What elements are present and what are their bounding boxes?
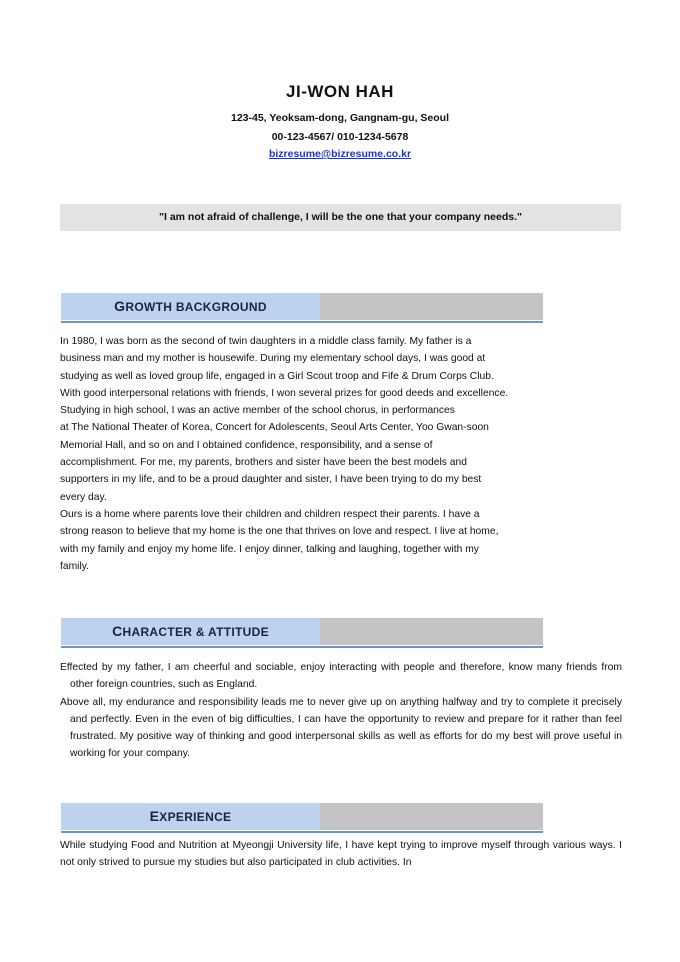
experience-paragraph bbox=[60, 837, 622, 872]
character-point: Above all, my endurance and responsibility leads me to never give up on anything halfway and try to complete it precisely and perfectly. Even in the even of big difficulties, I can have the opportunity to review and prepare for it rather than feel frustrated. My positive way of thinking and good interpersonal skills as well as efforts for do my best will prove useful in working for your company. bbox=[60, 696, 622, 760]
growth-section-title bbox=[61, 293, 320, 320]
address-line: 123-45, Yeoksam-dong, Gangnam-gu, Seoul bbox=[230, 112, 450, 124]
character-paragraph bbox=[60, 659, 622, 763]
email-link[interactable]: bizresume@bizresume.co.kr bbox=[268, 148, 412, 160]
growth-paragraph bbox=[60, 333, 622, 575]
header-gray-block bbox=[320, 618, 543, 645]
experience-section-title bbox=[61, 803, 320, 830]
experience-section-header bbox=[61, 803, 543, 833]
phone-line: 00-123-4567/ 010-1234-5678 bbox=[271, 131, 409, 143]
character-section-title bbox=[61, 618, 320, 645]
title-rest: XPERIENCE bbox=[159, 810, 232, 824]
text-line: Memorial Hall, and so on and I obtained confidence, responsibility, and a sense of bbox=[60, 439, 433, 451]
title-initial: G bbox=[114, 298, 126, 314]
text-line: with my family and enjoy my home life. I enjoy dinner, talking and laughing, together with my bbox=[60, 543, 479, 555]
header-gray-block bbox=[320, 293, 543, 320]
text-line: supporters in my life, and to be a proud daughter and sister, I have been trying to do my best bbox=[60, 474, 482, 486]
motto-banner: "I am not afraid of challenge, I will be the one that your company needs." bbox=[60, 204, 621, 231]
header-gray-block bbox=[320, 803, 543, 830]
text-line: Ours is a home where parents love their children and children respect their parents. I have a bbox=[60, 508, 480, 520]
text-line: strong reason to believe that my home is the one that thrives on love and respect. I live at home, bbox=[60, 526, 499, 538]
experience-text: While studying Food and Nutrition at Myeongji University life, I have kept trying to improve myself through various ways. I not only strived to pursue my studies but also participated in club activities. In bbox=[60, 840, 622, 869]
character-section-header bbox=[61, 618, 543, 648]
text-line: business man and my mother is housewife. During my elementary school days, I was good at bbox=[60, 353, 486, 365]
text-line: at The National Theater of Korea, Concert for Adolescents, Seoul Arts Center, Yoo Gwan-soon bbox=[60, 422, 489, 434]
growth-section-header bbox=[61, 293, 543, 323]
header-underline bbox=[61, 321, 543, 323]
text-line: every day. bbox=[60, 491, 107, 503]
header-underline bbox=[61, 831, 543, 833]
character-point: Effected by my father, I am cheerful and sociable, enjoy interacting with people and therefore, know many friends from other foreign countries, such as England. bbox=[60, 662, 622, 691]
title-initial: C bbox=[112, 623, 123, 639]
text-line: Studying in high school, I was an active member of the school chorus, in performances bbox=[60, 405, 455, 417]
text-line: With good interpersonal relations with friends, I won several prizes for good deeds and excellence. bbox=[60, 387, 509, 399]
title-rest: ROWTH BACKGROUND bbox=[125, 300, 267, 314]
text-line: accomplishment. For me, my parents, brothers and sister have been the best models and bbox=[60, 457, 467, 469]
text-line: studying as well as loved group life, engaged in a Girl Scout troop and Fife & Drum Corps Club. bbox=[60, 370, 494, 382]
title-initial: E bbox=[149, 808, 160, 824]
candidate-name: JI-WON HAH bbox=[286, 82, 394, 101]
header-underline bbox=[61, 646, 543, 648]
text-line: family. bbox=[60, 560, 89, 572]
title-rest: HARACTER & ATTITUDE bbox=[122, 625, 269, 639]
text-line: In 1980, I was born as the second of twin daughters in a middle class family. My father is a bbox=[60, 336, 472, 347]
